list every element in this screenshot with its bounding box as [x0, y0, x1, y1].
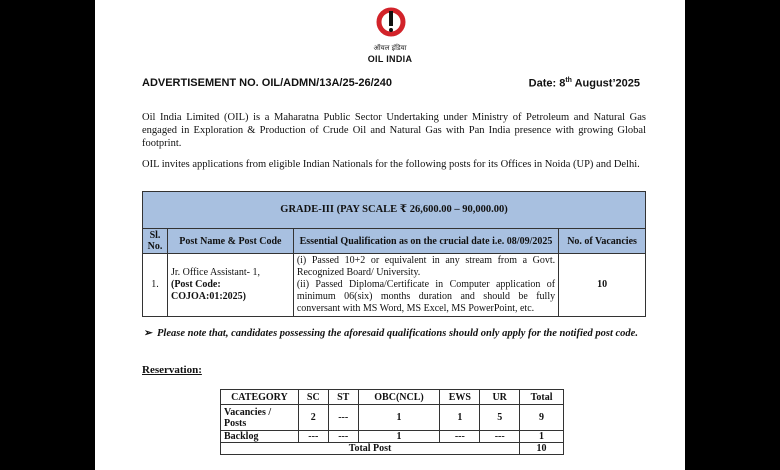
cell-qualification [293, 254, 558, 317]
reservation-header-row [221, 390, 564, 405]
res-cell: 9 [520, 405, 564, 431]
qualification-1: (i) Passed 10+2 or equivalent in any stream from a Govt. Recognized Board/ University. [296, 255, 556, 278]
res-cell: 1 [358, 405, 440, 431]
date-suffix: August’2025 [571, 77, 640, 90]
res-header-sc: SC [298, 390, 328, 405]
res-cell: 1 [358, 431, 440, 443]
res-header-ews: EWS [440, 390, 480, 405]
res-header-st: ST [328, 390, 358, 405]
post-code: (Post Code: COJOA:01:2025) [170, 279, 246, 302]
reservation-table [220, 389, 564, 455]
res-header-ur: UR [480, 390, 520, 405]
header-sl-no: Sl. No. [143, 229, 168, 254]
res-cell: --- [298, 431, 328, 443]
note-text: Please note that, candidates possessing the aforesaid qualifications should only apply for the notified post code. [157, 328, 638, 339]
oil-india-logo [376, 7, 406, 37]
table-row [221, 431, 564, 443]
res-header-category: CATEGORY [221, 390, 299, 405]
reservation-heading: Reservation: [142, 364, 202, 376]
logo-hindi-text: ऑयल इंडिया [373, 44, 407, 52]
table-row [221, 405, 564, 431]
document-page [95, 0, 685, 470]
note-bullet-icon: ➢ [144, 328, 153, 339]
header-post-name: Post Name & Post Code [167, 229, 293, 254]
post-name: Jr. Office Assistant- 1, [170, 267, 260, 278]
res-header-total: Total [520, 390, 564, 405]
cell-sl-no: 1. [143, 254, 168, 317]
res-cell: 1 [440, 405, 480, 431]
date-prefix: Date: 8 [528, 77, 566, 90]
intro-paragraph-2: OIL invites applications from eligible Indian Nationals for the following posts for its Offices in Noida (UP) and Delhi. [142, 159, 640, 170]
res-cell: --- [440, 431, 480, 443]
total-post-label: Total Post [221, 443, 520, 455]
advertisement-date [529, 77, 640, 90]
header-vacancies: No. of Vacancies [559, 229, 646, 254]
cell-post [167, 254, 293, 317]
header-qualification: Essential Qualification as on the crucial date i.e. 08/09/2025 [293, 229, 558, 254]
res-cell: 5 [480, 405, 520, 431]
table-row [221, 443, 564, 455]
total-post-value: 10 [520, 443, 564, 455]
table-row [143, 254, 646, 317]
res-cell: --- [328, 431, 358, 443]
date-superscript: th [565, 77, 572, 84]
advertisement-number: ADVERTISEMENT NO. OIL/ADMN/13A/25-26/240 [142, 77, 393, 89]
res-cell: 2 [298, 405, 328, 431]
grade-header: GRADE-III (PAY SCALE ₹ 26,600.00 – 90,000.00) [143, 192, 646, 229]
table-header-row [143, 229, 646, 254]
res-cell: --- [328, 405, 358, 431]
res-cell: 1 [520, 431, 564, 443]
qualification-2: (ii) Passed Diploma/Certificate in Computer application of minimum 06(six) months duration and should be fully conversant with MS Word, MS Excel, MS PowerPoint, etc. [296, 279, 556, 314]
posts-table [142, 191, 646, 317]
row-label-backlog: Backlog [221, 431, 299, 443]
res-header-obc: OBC(NCL) [358, 390, 440, 405]
cell-vacancies: 10 [559, 254, 646, 317]
intro-paragraph-1: Oil India Limited (OIL) is a Maharatna Public Sector Undertaking under Ministry of Petroleum and Natural Gas engaged in Exploration & Production of Crude Oil and Natural Gas with Pan India presence with growing Global footprint. [142, 112, 646, 149]
res-cell: --- [480, 431, 520, 443]
row-label-vacancies: Vacancies / Posts [221, 405, 299, 431]
logo-english-text: OIL INDIA [367, 54, 413, 64]
